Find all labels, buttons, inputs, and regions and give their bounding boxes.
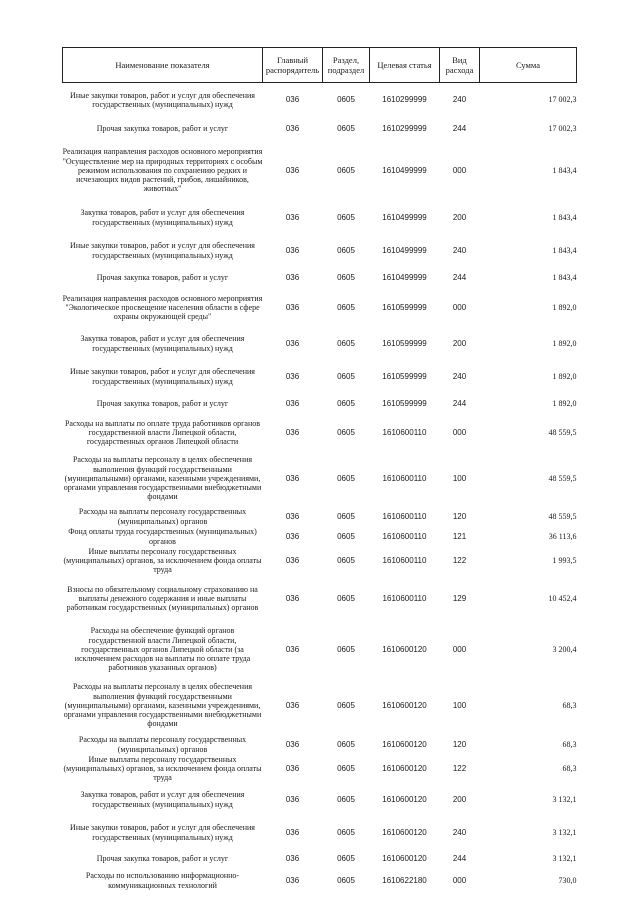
row-name: Закупка товаров, работ и услуг для обеспечения государственных (муниципальных) нужд [80, 334, 245, 353]
row-target-code: 1610600110 [382, 593, 427, 603]
row-section-code: 0605 [337, 853, 355, 863]
row-sum: 1 843,4 [552, 212, 577, 222]
row-section-code: 0605 [337, 398, 355, 408]
table-row [63, 451, 577, 507]
row-sum: 10 452,4 [548, 593, 577, 603]
row-section-code: 0605 [337, 165, 355, 175]
table-row [63, 547, 577, 575]
row-sum: 1 993,5 [552, 555, 577, 565]
row-name: Прочая закупка товаров, работ и услуг [96, 398, 229, 408]
row-manager-code: 036 [285, 739, 300, 749]
row-name: Реализация направления расходов основного мероприятия "Осуществление мер на природных территориях с особым режимом использования по сохранению редких и исчезающих видов растений, грибов, лишайников, животных" [62, 147, 263, 194]
row-name: Закупка товаров, работ и услуг для обеспечения государственных (муниципальных) нужд [80, 790, 245, 809]
row-manager-code: 036 [285, 398, 300, 408]
row-expense-type-code: 200 [452, 212, 467, 222]
row-target-code: 1610600120 [382, 827, 427, 837]
row-sum: 68,3 [562, 763, 577, 773]
row-sum: 1 892,0 [552, 371, 577, 381]
row-section-code: 0605 [337, 473, 355, 483]
row-expense-type-code: 240 [452, 245, 467, 255]
row-expense-type-code: 000 [452, 427, 467, 437]
row-sum: 48 559,5 [548, 427, 577, 437]
row-target-code: 1610600120 [382, 794, 427, 804]
row-target-code: 1610599999 [382, 302, 427, 312]
header-target: Целевая статья [370, 48, 440, 83]
row-section-code: 0605 [337, 511, 355, 521]
row-target-code: 1610499999 [382, 212, 427, 222]
row-target-code: 1610299999 [382, 123, 427, 133]
row-sum: 17 002,3 [548, 95, 577, 105]
row-sum: 1 892,0 [552, 302, 577, 312]
row-section-code: 0605 [337, 739, 355, 749]
table-row [63, 817, 577, 849]
row-name: Взносы по обязательному социальному страхованию на выплаты денежного содержания и иные выплаты работникам государственных (муниципальных) органов [66, 584, 259, 613]
table-row [63, 735, 577, 755]
row-manager-code: 036 [285, 700, 300, 710]
row-name: Фонд оплаты труда государственных (муниципальных) органов [68, 527, 257, 546]
row-target-code: 1610499999 [382, 272, 427, 282]
table-row [63, 267, 577, 289]
row-name: Расходы по использованию информационно-коммуникационных технологий [85, 871, 240, 890]
row-section-code: 0605 [337, 245, 355, 255]
row-target-code: 1610599999 [382, 371, 427, 381]
table-row [63, 575, 577, 623]
row-name: Прочая закупка товаров, работ и услуг [96, 123, 229, 133]
row-sum: 1 892,0 [552, 338, 577, 348]
table-row [63, 783, 577, 817]
table-row [63, 623, 577, 677]
table-row [63, 361, 577, 393]
row-section-code: 0605 [337, 212, 355, 222]
row-section-code: 0605 [337, 95, 355, 105]
row-target-code: 1610299999 [382, 95, 427, 105]
row-manager-code: 036 [285, 853, 300, 863]
row-section-code: 0605 [337, 593, 355, 603]
row-expense-type-code: 000 [452, 875, 467, 885]
row-section-code: 0605 [337, 794, 355, 804]
row-manager-code: 036 [285, 794, 300, 804]
row-section-code: 0605 [337, 700, 355, 710]
row-expense-type-code: 240 [452, 95, 467, 105]
row-target-code: 1610600120 [382, 853, 427, 863]
row-target-code: 1610600110 [382, 473, 427, 483]
header-manager: Главный распорядитель [263, 48, 323, 83]
table-row [63, 869, 577, 893]
row-section-code: 0605 [337, 338, 355, 348]
row-expense-type-code: 244 [452, 123, 467, 133]
row-manager-code: 036 [285, 531, 300, 541]
row-manager-code: 036 [285, 245, 300, 255]
row-sum: 3 200,4 [552, 644, 577, 654]
row-sum: 36 113,6 [548, 531, 577, 541]
row-section-code: 0605 [337, 427, 355, 437]
row-expense-type-code: 129 [452, 593, 467, 603]
row-manager-code: 036 [285, 555, 300, 565]
row-name: Прочая закупка товаров, работ и услуг [96, 853, 229, 863]
table-row [63, 849, 577, 869]
row-section-code: 0605 [337, 371, 355, 381]
header-sum: Сумма [480, 48, 577, 83]
row-expense-type-code: 100 [452, 473, 467, 483]
table-row [63, 141, 577, 201]
row-name: Расходы на выплаты персоналу в целях обеспечения выполнения функций государственными (муниципальными) органами, казенными учреждениями, органами управления государственными внебюджетными фондами [63, 455, 262, 502]
row-expense-type-code: 240 [452, 827, 467, 837]
row-sum: 17 002,3 [548, 123, 577, 133]
row-manager-code: 036 [285, 272, 300, 282]
row-section-code: 0605 [337, 302, 355, 312]
row-sum: 1 892,0 [552, 398, 577, 408]
row-sum: 48 559,5 [548, 511, 577, 521]
header-name: Наименование показателя [63, 48, 263, 83]
table-row [63, 235, 577, 267]
table-row [63, 755, 577, 783]
row-target-code: 1610599999 [382, 338, 427, 348]
row-manager-code: 036 [285, 511, 300, 521]
row-manager-code: 036 [285, 338, 300, 348]
row-expense-type-code: 200 [452, 338, 467, 348]
row-manager-code: 036 [285, 212, 300, 222]
table-row [63, 393, 577, 415]
table-row [63, 117, 577, 141]
header-expense-type: Вид расхода [440, 48, 480, 83]
row-name: Расходы на выплаты персоналу государственных (муниципальных) органов [78, 507, 247, 526]
row-target-code: 1610600110 [382, 531, 427, 541]
row-name: Иные закупки товаров, работ и услуг для обеспечения государственных (муниципальных) нужд [70, 367, 255, 386]
row-manager-code: 036 [285, 371, 300, 381]
row-sum: 68,3 [562, 739, 577, 749]
row-target-code: 1610600120 [382, 644, 427, 654]
row-manager-code: 036 [285, 95, 300, 105]
row-expense-type-code: 120 [452, 739, 467, 749]
row-manager-code: 036 [285, 763, 300, 773]
row-manager-code: 036 [285, 473, 300, 483]
row-name: Закупка товаров, работ и услуг для обеспечения государственных (муниципальных) нужд [80, 208, 245, 227]
row-name: Расходы на обеспечение функций органов государственной власти Липецкой области, государственных органов Липецкой области (за исключением расходов на выплаты по оплате труда работников указанных органов) [74, 626, 251, 673]
row-expense-type-code: 244 [452, 853, 467, 863]
row-expense-type-code: 100 [452, 700, 467, 710]
row-name: Иные закупки товаров, работ и услуг для обеспечения государственных (муниципальных) нужд [70, 823, 255, 842]
row-expense-type-code: 120 [452, 511, 467, 521]
row-expense-type-code: 244 [452, 398, 467, 408]
row-target-code: 1610622180 [382, 875, 427, 885]
row-sum: 48 559,5 [548, 473, 577, 483]
budget-table [62, 47, 577, 893]
row-sum: 1 843,4 [552, 245, 577, 255]
row-sum: 3 132,1 [552, 794, 577, 804]
row-name: Иные выплаты персоналу государственных (муниципальных) органов, за исключением фонда оплаты труда [63, 546, 262, 575]
row-name: Расходы на выплаты по оплате труда работников органов государственной власти Липецкой области, государственных органов Липецкой области [64, 418, 261, 447]
row-section-code: 0605 [337, 644, 355, 654]
row-target-code: 1610499999 [382, 245, 427, 255]
row-name: Иные закупки товаров, работ и услуг для обеспечения государственных (муниципальных) нужд [70, 241, 255, 260]
row-target-code: 1610600120 [382, 763, 427, 773]
row-manager-code: 036 [285, 875, 300, 885]
row-section-code: 0605 [337, 272, 355, 282]
table-row [63, 327, 577, 361]
row-manager-code: 036 [285, 827, 300, 837]
row-name: Иные выплаты персоналу государственных (муниципальных) органов, за исключением фонда оплаты труда [63, 754, 262, 783]
row-target-code: 1610600110 [382, 511, 427, 521]
row-target-code: 1610600120 [382, 739, 427, 749]
row-expense-type-code: 244 [452, 272, 467, 282]
row-manager-code: 036 [285, 165, 300, 175]
row-expense-type-code: 200 [452, 794, 467, 804]
row-sum: 3 132,1 [552, 827, 577, 837]
table-row [63, 507, 577, 527]
row-expense-type-code: 122 [452, 555, 467, 565]
row-sum: 1 843,4 [552, 272, 577, 282]
row-expense-type-code: 000 [452, 644, 467, 654]
row-expense-type-code: 121 [452, 531, 467, 541]
row-sum: 3 132,1 [552, 853, 577, 863]
table-row [63, 415, 577, 451]
row-sum: 1 843,4 [552, 165, 577, 175]
table-row [63, 289, 577, 327]
table-row [63, 527, 577, 547]
row-section-code: 0605 [337, 763, 355, 773]
row-name: Иные закупки товаров, работ и услуг для обеспечения государственных (муниципальных) нужд [70, 90, 255, 109]
row-expense-type-code: 000 [452, 302, 467, 312]
table-row [63, 201, 577, 235]
row-section-code: 0605 [337, 555, 355, 565]
row-section-code: 0605 [337, 123, 355, 133]
table-row [63, 83, 577, 117]
row-target-code: 1610600110 [382, 555, 427, 565]
row-manager-code: 036 [285, 593, 300, 603]
row-manager-code: 036 [285, 123, 300, 133]
row-section-code: 0605 [337, 827, 355, 837]
row-expense-type-code: 000 [452, 165, 467, 175]
row-manager-code: 036 [285, 427, 300, 437]
row-manager-code: 036 [285, 644, 300, 654]
row-manager-code: 036 [285, 302, 300, 312]
header-section: Раздел, подраздел [323, 48, 370, 83]
row-expense-type-code: 240 [452, 371, 467, 381]
row-name: Реализация направления расходов основного мероприятия "Экологическое просвещение населения области в сфере охраны окружающей среды" [62, 293, 263, 322]
row-sum: 68,3 [562, 700, 577, 710]
row-name: Расходы на выплаты персоналу государственных (муниципальных) органов [78, 735, 247, 754]
row-expense-type-code: 122 [452, 763, 467, 773]
row-name: Расходы на выплаты персоналу в целях обеспечения выполнения функций государственными (муниципальными) органами, казенными учреждениями, органами управления государственными внебюджетными фондами [63, 682, 262, 729]
row-name: Прочая закупка товаров, работ и услуг [96, 272, 229, 282]
row-section-code: 0605 [337, 531, 355, 541]
row-target-code: 1610499999 [382, 165, 427, 175]
row-target-code: 1610600120 [382, 700, 427, 710]
table-row [63, 677, 577, 735]
row-target-code: 1610599999 [382, 398, 427, 408]
row-target-code: 1610600110 [382, 427, 427, 437]
row-sum: 730,0 [558, 875, 577, 885]
table-header-row [63, 48, 577, 83]
row-section-code: 0605 [337, 875, 355, 885]
